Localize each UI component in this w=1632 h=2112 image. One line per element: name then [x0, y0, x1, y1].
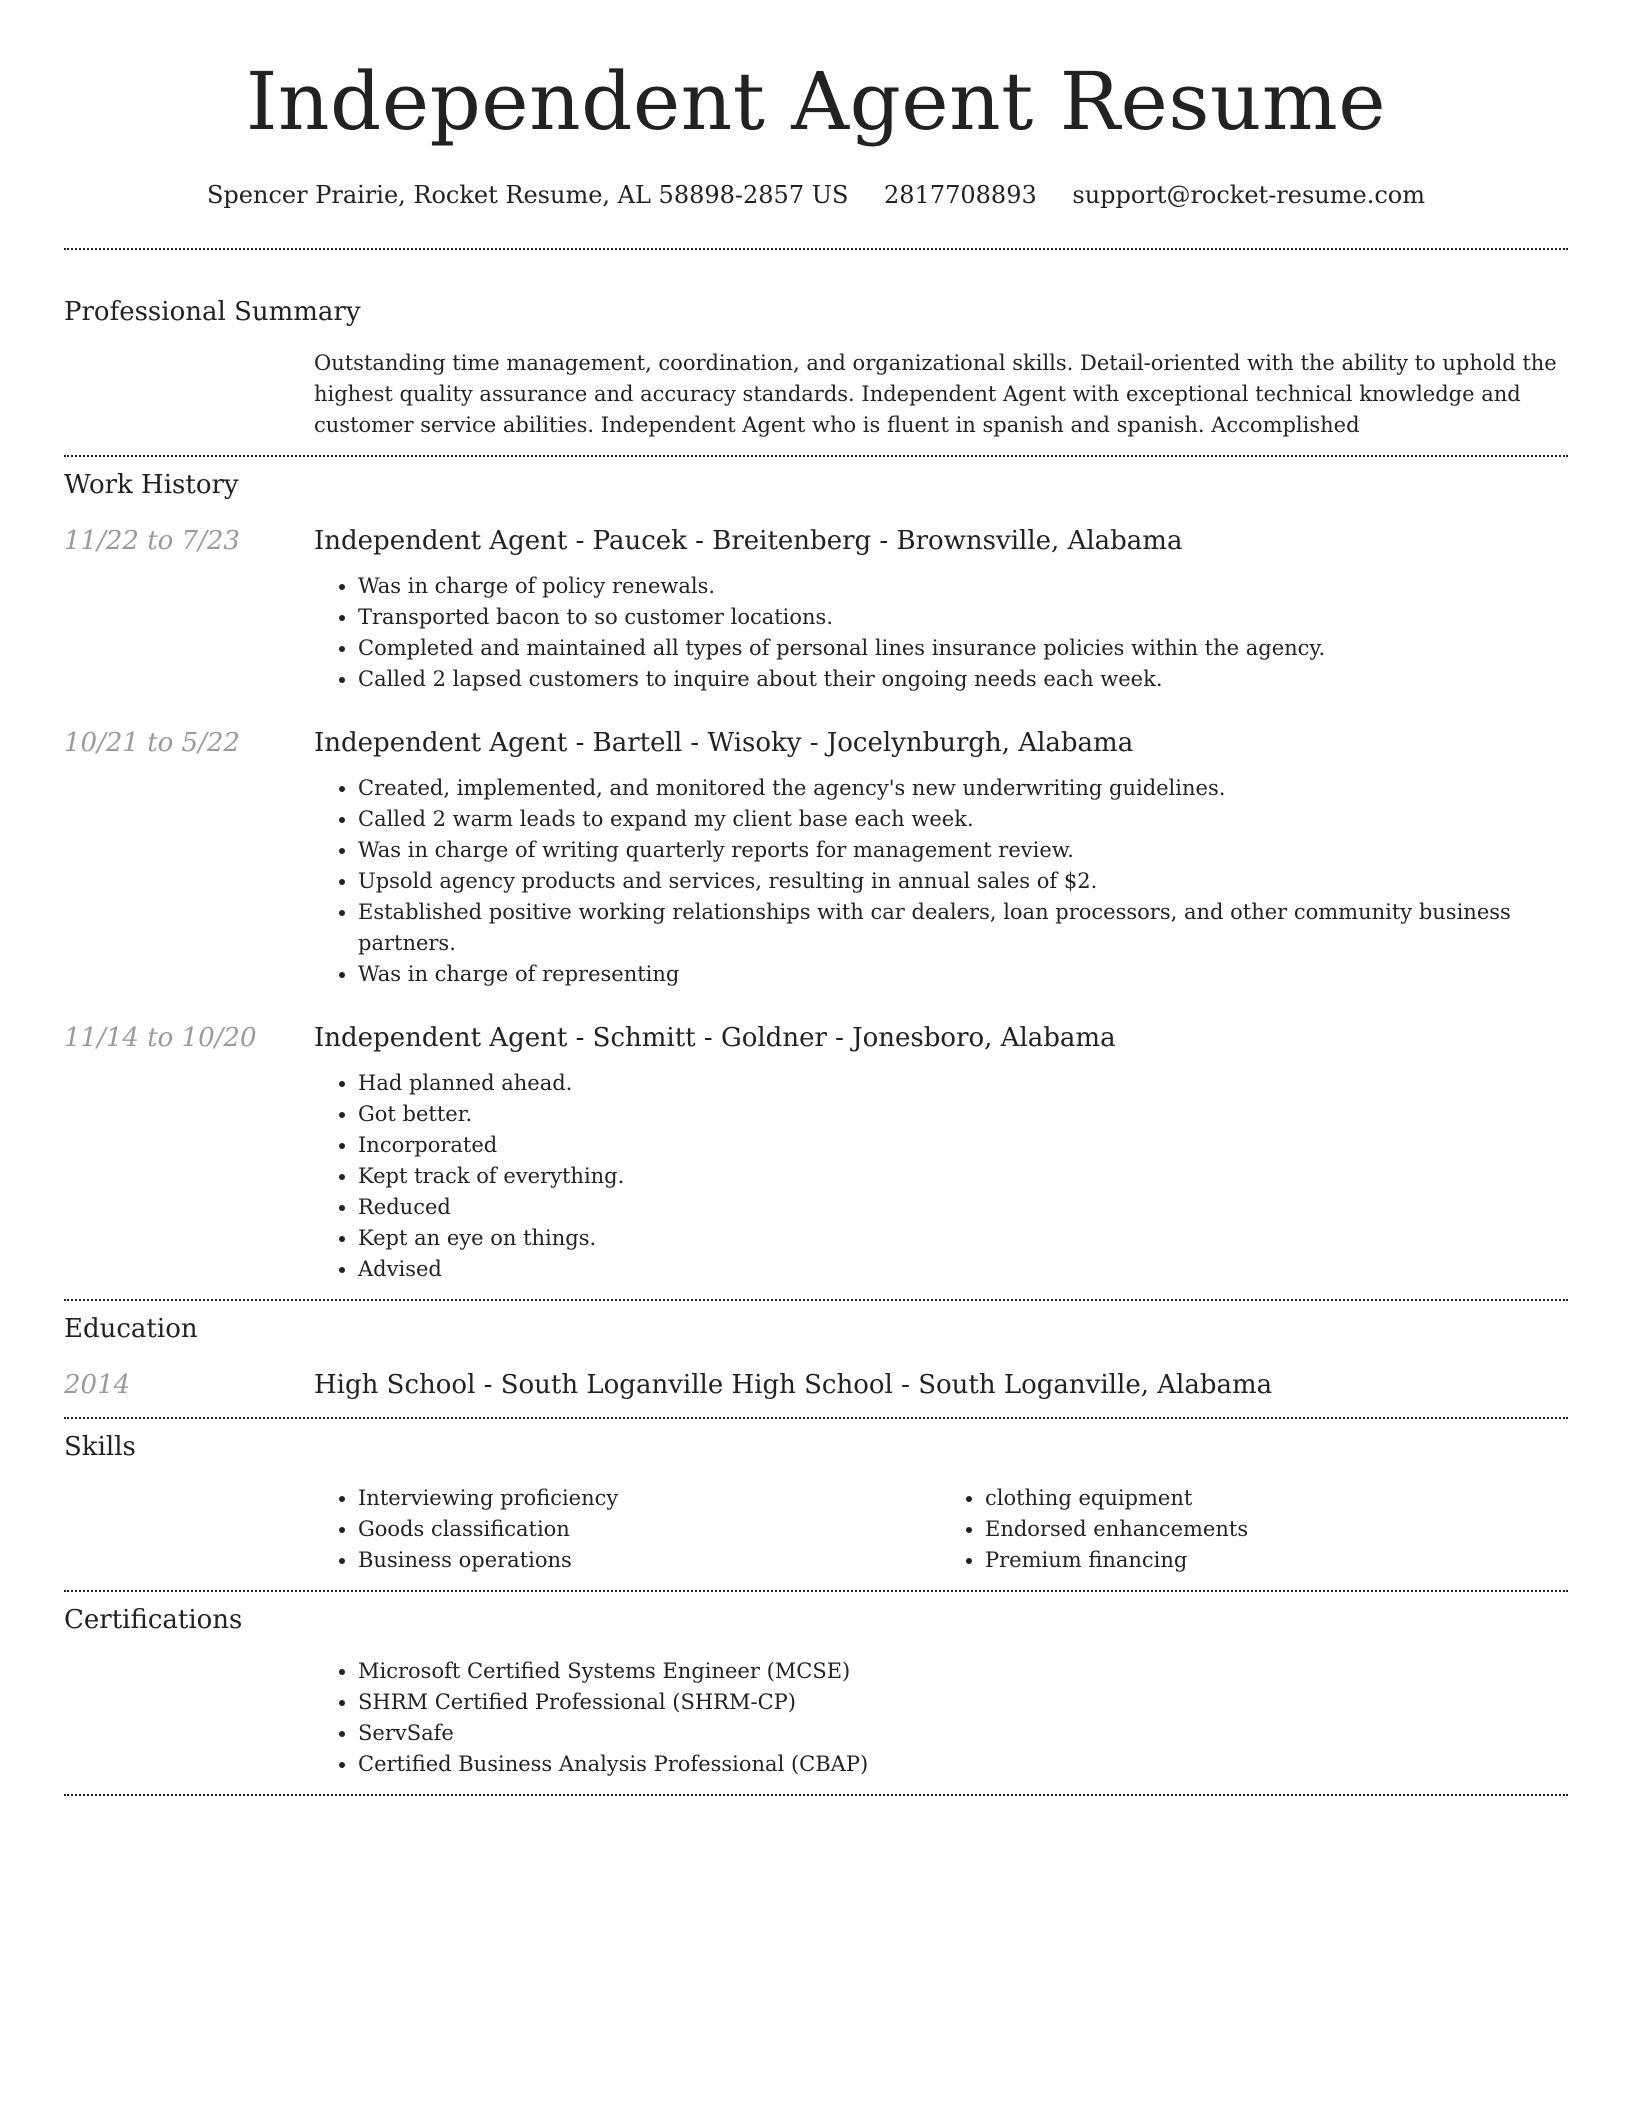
job-bullets: [314, 571, 1568, 695]
list-item: • SHRM Certified Professional (SHRM-CP): [358, 1687, 1568, 1718]
job-title-line: Independent Agent - Paucek - Breitenberg - Brownsville, Alabama: [314, 526, 1183, 556]
divider: [64, 248, 1568, 250]
summary-text: Outstanding time management, coordination, and organizational skills. Detail-oriented with the ability to uphold the highest quality assurance and accuracy standards. Independent Agent with exceptional technical knowledge and customer service abilities. Independent Agent who is fluent in spanish and spanish. Accomplished: [314, 351, 1557, 437]
work-history-heading: Work History: [64, 470, 239, 500]
work-history-section: [64, 467, 1568, 1285]
education-location: South Loganville, Alabama: [918, 1370, 1273, 1400]
education-line: High School - South Loganville High School - South Loganville, Alabama: [314, 1370, 1273, 1400]
job-title: Independent Agent: [314, 1023, 568, 1053]
skills-section: [64, 1429, 1568, 1576]
job-company: Paucek - Breitenberg: [592, 526, 872, 556]
list-item: • Called 2 warm leads to expand my client base each week.: [358, 804, 1568, 835]
education-school: South Loganville High School: [500, 1370, 893, 1400]
job-title: Independent Agent: [314, 728, 568, 758]
education-section: [64, 1311, 1568, 1403]
job-entry: [64, 523, 1568, 695]
education-heading: Education: [64, 1314, 198, 1344]
list-item: • Certified Business Analysis Professional (CBAP): [358, 1749, 1568, 1780]
divider: [64, 455, 1568, 457]
list-item: • Endorsed enhancements: [985, 1514, 1568, 1545]
job-location: Jocelynburgh, Alabama: [826, 728, 1134, 758]
list-item: • Had planned ahead.: [358, 1068, 1568, 1099]
job-dates: 10/21 to 5/22: [64, 728, 240, 758]
page-title: Independent Agent Resume: [245, 55, 1387, 148]
divider: [64, 1299, 1568, 1301]
job-bullets: [314, 1068, 1568, 1285]
job-company: Schmitt - Goldner: [592, 1023, 827, 1053]
list-item: • Kept track of everything.: [358, 1161, 1568, 1192]
list-item: • Completed and maintained all types of personal lines insurance policies within the agency.: [358, 633, 1568, 664]
list-item: • Got better.: [358, 1099, 1568, 1130]
list-item: • Business operations: [358, 1545, 941, 1576]
divider: [64, 1417, 1568, 1419]
job-entry: [64, 1020, 1568, 1285]
job-bullets: [314, 773, 1568, 990]
skills-heading: Skills: [64, 1432, 136, 1462]
job-location: Brownsville, Alabama: [896, 526, 1183, 556]
list-item: • Goods classification: [358, 1514, 941, 1545]
education-year: 2014: [64, 1370, 131, 1400]
job-entry: [64, 725, 1568, 990]
job-title-line: Independent Agent - Schmitt - Goldner - Jonesboro, Alabama: [314, 1023, 1116, 1053]
list-item: • Called 2 lapsed customers to inquire about their ongoing needs each week.: [358, 664, 1568, 695]
skills-list-right: [941, 1483, 1568, 1576]
job-company: Bartell - Wisoky: [592, 728, 802, 758]
job-dates: 11/22 to 7/23: [64, 526, 240, 556]
list-item: • Incorporated: [358, 1130, 1568, 1161]
list-item: • Was in charge of representing: [358, 959, 1568, 990]
contact-line: [64, 178, 1568, 212]
job-header: [64, 523, 1568, 559]
list-item: • Upsold agency products and services, resulting in annual sales of $2.: [358, 866, 1568, 897]
job-title: Independent Agent: [314, 526, 568, 556]
list-item: • ServSafe: [358, 1718, 1568, 1749]
contact-email: support@rocket-resume.com: [1072, 181, 1425, 209]
list-item: • Interviewing proficiency: [358, 1483, 941, 1514]
list-item: • Established positive working relationships with car dealers, loan processors, and other community business partners.: [358, 897, 1568, 959]
list-item: • Was in charge of writing quarterly reports for management review.: [358, 835, 1568, 866]
job-header: [64, 1020, 1568, 1056]
summary-section: [64, 294, 1568, 441]
list-item: • Reduced: [358, 1192, 1568, 1223]
certifications-heading: Certifications: [64, 1605, 243, 1635]
education-degree: High School: [314, 1370, 476, 1400]
list-item: • Kept an eye on things.: [358, 1223, 1568, 1254]
divider: [64, 1794, 1568, 1796]
summary-heading: Professional Summary: [64, 297, 361, 327]
list-item: • Premium financing: [985, 1545, 1568, 1576]
job-header: [64, 725, 1568, 761]
skills-grid: [314, 1483, 1568, 1576]
certifications-section: [64, 1602, 1568, 1780]
list-item: • Created, implemented, and monitored the agency's new underwriting guidelines.: [358, 773, 1568, 804]
skills-list-left: [314, 1483, 941, 1576]
education-entry: [64, 1367, 1568, 1403]
list-item: • Advised: [358, 1254, 1568, 1285]
contact-address: Spencer Prairie, Rocket Resume, AL 58898-2857 US: [206, 181, 849, 209]
list-item: • Microsoft Certified Systems Engineer (MCSE): [358, 1656, 1568, 1687]
job-title-line: Independent Agent - Bartell - Wisoky - Jocelynburgh, Alabama: [314, 728, 1134, 758]
list-item: • Transported bacon to so customer locations.: [358, 602, 1568, 633]
certifications-list: [314, 1656, 1568, 1780]
job-location: Jonesboro, Alabama: [852, 1023, 1116, 1053]
job-dates: 11/14 to 10/20: [64, 1023, 257, 1053]
contact-phone: 2817708893: [884, 181, 1037, 209]
divider: [64, 1590, 1568, 1592]
list-item: • clothing equipment: [985, 1483, 1568, 1514]
list-item: • Was in charge of policy renewals.: [358, 571, 1568, 602]
